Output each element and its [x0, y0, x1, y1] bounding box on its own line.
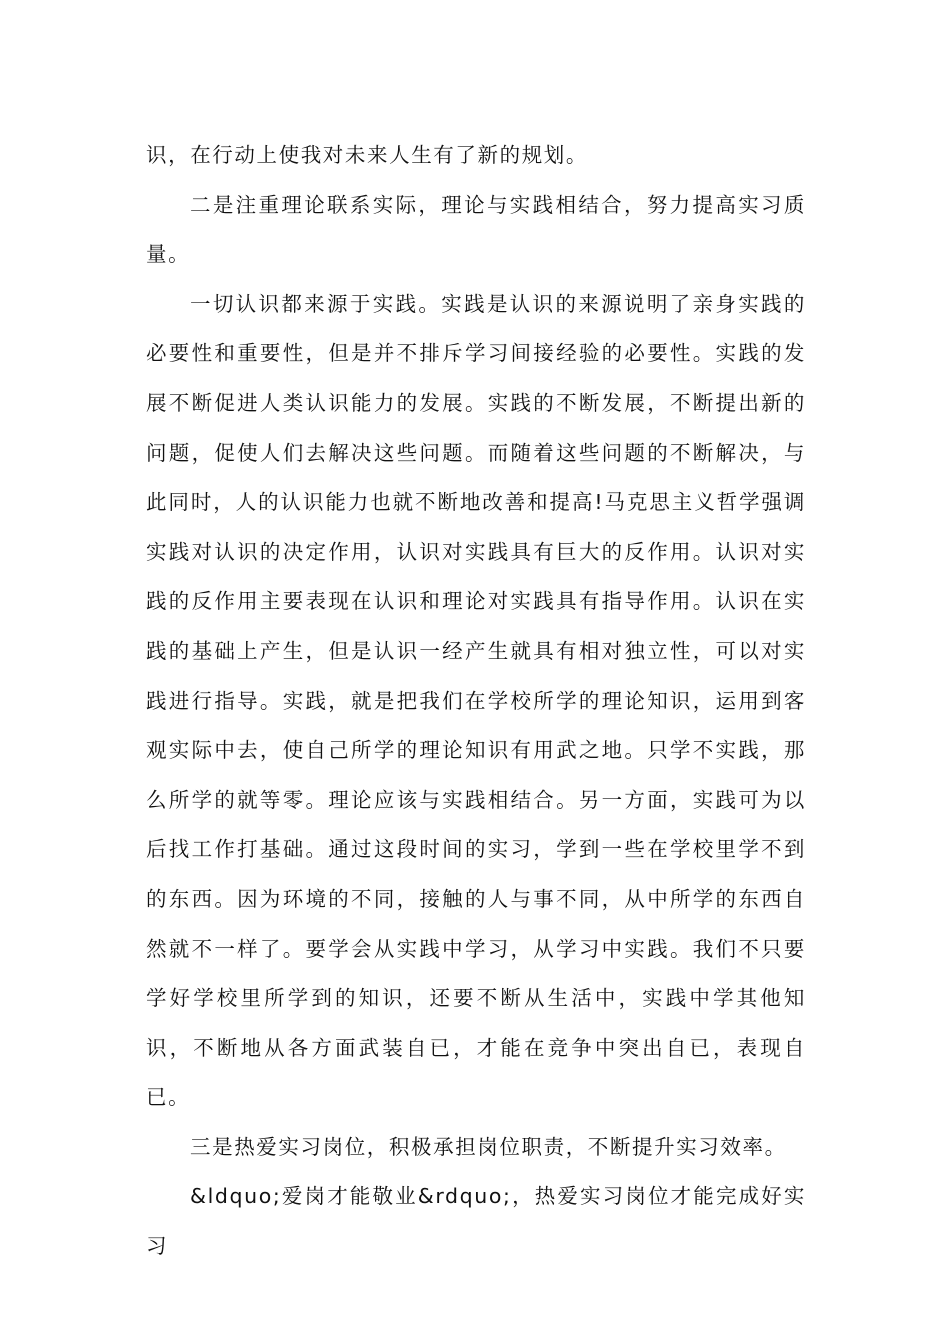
paragraph-practice-theory: 一切认识都来源于实践。实践是认识的来源说明了亲身实践的必要性和重要性，但是并不排斥学习间接经验的必要性。实践的发展不断促进人类认识能力的发展。实践的不断发展，不断提出新的问题，促使人们去解决这些问题。而随着这些问题的不断解决，与此同时，人的认识能力也就不断地改善和提高!马克思主义哲学强调实践对认识的决定作用，认识对实践具有巨大的反作用。认识对实践的反作用主要表现在认识和理论对实践具有指导作用。认识在实践的基础上产生，但是认识一经产生就具有相对独立性，可以对实践进行指导。实践，就是把我们在学校所学的理论知识，运用到客观实际中去，使自己所学的理论知识有用武之地。只学不实践，那么所学的就等零。理论应该与实践相结合。另一方面，实践可为以后找工作打基础。通过这段时间的实习，学到一些在学校里学不到的东西。因为环境的不同，接触的人与事不同，从中所学的东西自然就不一样了。要学会从实践中学习，从学习中实践。我们不只要学好学校里所学到的知识，还要不断从生活中，实践中学其他知识，不断地从各方面武装自已，才能在竞争中突出自已，表现自已。 — [146, 291, 806, 1110]
paragraph-point-three: 三是热爱实习岗位，积极承担岗位职责，不断提升实习效率。 — [190, 1134, 787, 1159]
paragraph-point-two: 二是注重理论联系实际，理论与实践相结合，努力提高实习质量。 — [146, 192, 806, 267]
paragraph-love-job: &ldquo;爱岗才能敬业&rdquo;，热爱实习岗位才能完成好实习 — [146, 1184, 806, 1259]
paragraph-continuation: 识，在行动上使我对未来人生有了新的规划。 — [146, 143, 588, 167]
document-body — [146, 131, 806, 1272]
